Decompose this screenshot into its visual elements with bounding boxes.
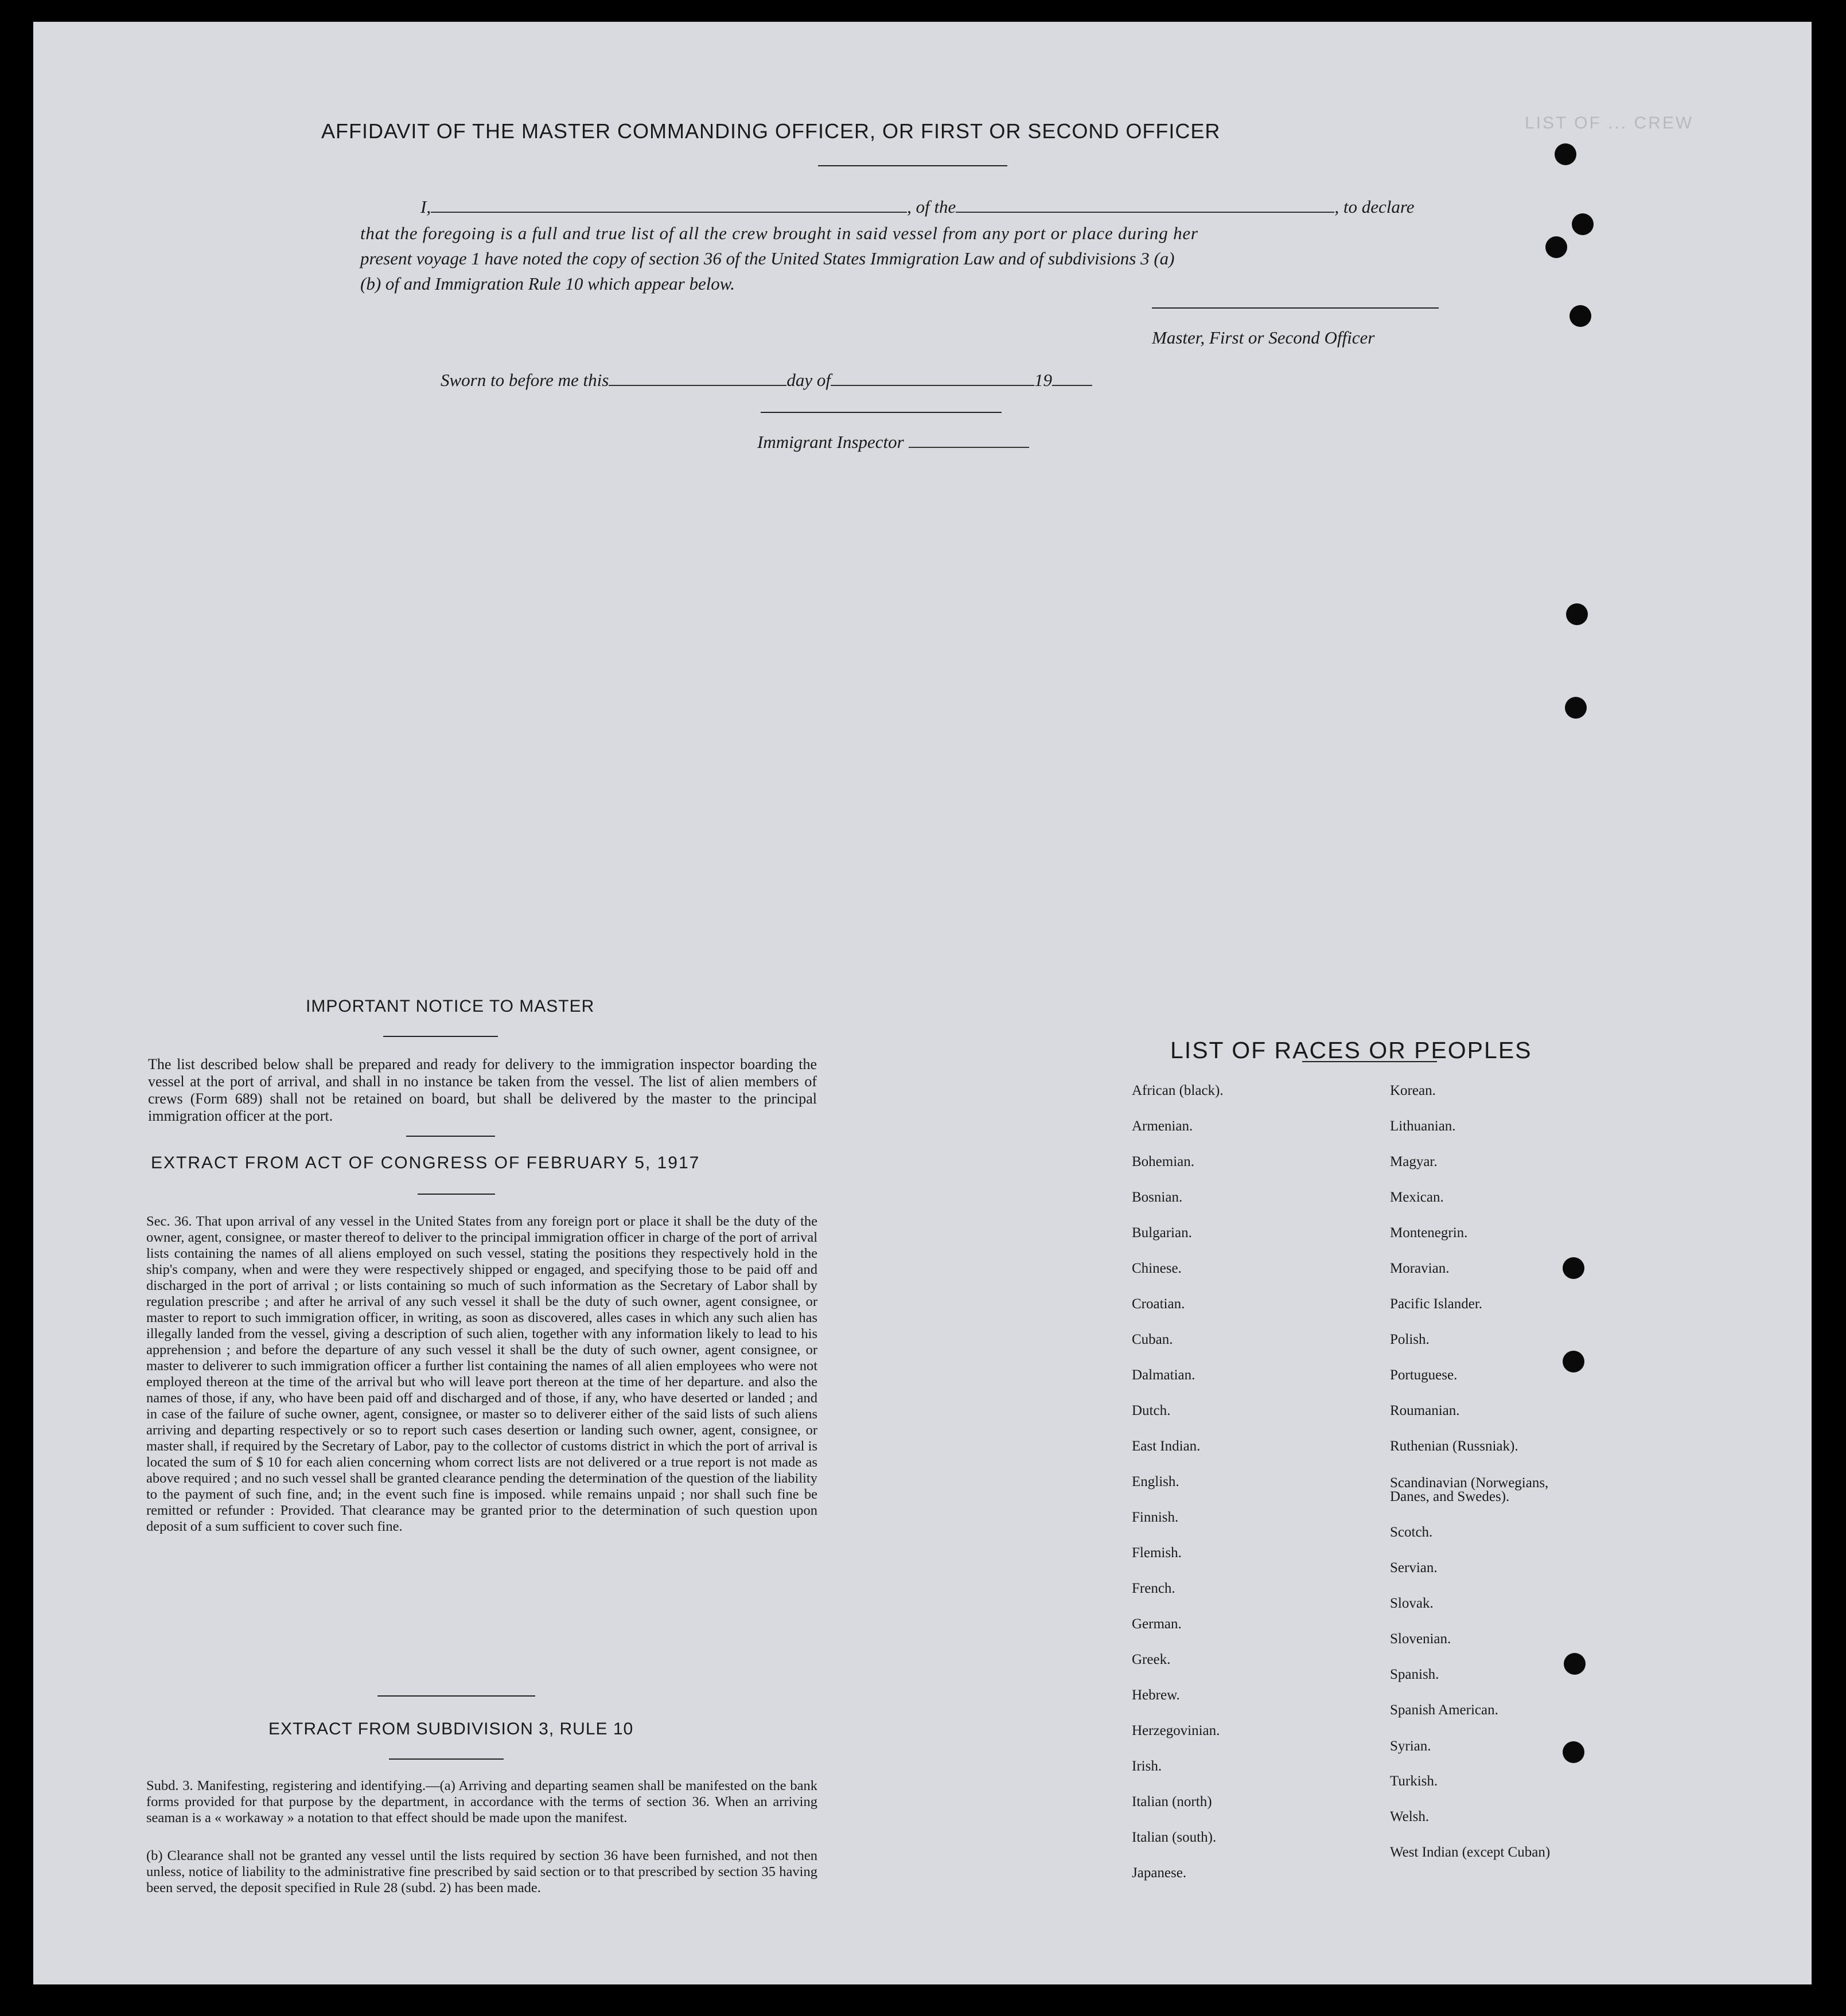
race-item: Turkish. [1390, 1773, 1438, 1789]
race-item: Slovenian. [1390, 1631, 1451, 1647]
declaration-of-the: , of the [907, 197, 956, 217]
race-item: Spanish American. [1390, 1702, 1498, 1718]
declaration-to-declare: , to declare [1334, 197, 1415, 217]
race-item: Irish. [1132, 1758, 1162, 1774]
sworn-day-of: day of [786, 370, 831, 390]
race-item: Lithuanian. [1390, 1118, 1456, 1134]
race-item: Italian (north) [1132, 1794, 1212, 1810]
race-item: Syrian. [1390, 1738, 1431, 1754]
race-item: Moravian. [1390, 1261, 1450, 1276]
affidavit-title: AFFIDAVIT OF THE MASTER COMMANDING OFFICER, OR FIRST OR SECOND OFFICER [321, 119, 1221, 143]
punch-hole [1566, 603, 1588, 625]
race-item: East Indian. [1132, 1438, 1201, 1454]
race-item: Scotch. [1390, 1524, 1433, 1540]
punch-hole [1563, 1351, 1584, 1372]
sworn-day-blank[interactable] [609, 385, 786, 386]
race-item: English. [1132, 1474, 1179, 1489]
race-item: Italian (south). [1132, 1830, 1217, 1845]
race-item: Finnish. [1132, 1510, 1179, 1525]
punch-hole [1563, 1741, 1584, 1763]
race-item: Dalmatian. [1132, 1367, 1195, 1383]
race-item: Herzegovinian. [1132, 1723, 1220, 1738]
race-item: Hebrew. [1132, 1687, 1180, 1703]
punch-hole [1555, 143, 1576, 165]
race-item: Montenegrin. [1390, 1225, 1468, 1241]
race-item: Croatian. [1132, 1296, 1185, 1312]
race-item: Portuguese. [1390, 1367, 1458, 1383]
name-blank[interactable] [431, 212, 907, 213]
race-item: French. [1132, 1581, 1175, 1596]
notice-underline [383, 1036, 498, 1037]
races-underline [1302, 1061, 1437, 1062]
punch-hole [1570, 305, 1591, 327]
punch-hole [1565, 697, 1587, 719]
race-item: Ruthenian (Russniak). [1390, 1438, 1518, 1454]
rule-extract-underline [389, 1758, 504, 1760]
bleed-through-text: LIST OF ... CREW [1525, 114, 1694, 132]
act-extract-underline [418, 1194, 495, 1195]
punch-hole [1563, 1257, 1584, 1279]
race-item: African (black). [1132, 1083, 1224, 1098]
punch-hole [1545, 236, 1567, 258]
race-item: Armenian. [1132, 1118, 1193, 1134]
inspector-blank[interactable] [909, 447, 1029, 448]
race-item: Flemish. [1132, 1545, 1182, 1561]
race-item: Roumanian. [1390, 1403, 1460, 1418]
act-extract-divider [377, 1695, 535, 1697]
act-extract-title: EXTRACT FROM ACT OF CONGRESS OF FEBRUARY 5, 1917 [151, 1153, 700, 1172]
signature-caption: Master, First or Second Officer [1152, 327, 1375, 348]
race-item: Pacific Islander. [1390, 1296, 1483, 1312]
rule-extract-text-b: (b) Clearance shall not be granted any vessel until the lists required by section 36 have been furnished, and not then unless, notice of liability to the administrative fine prescribed by said section or to that prescribed by section 35 having been served, the deposit specified in Rule 28 (subd. 2) has been made. [146, 1848, 817, 1896]
race-item: Danes, and Swedes). [1390, 1489, 1510, 1504]
declaration-line-3: present voyage 1 have noted the copy of section 36 of the United States Immigration Law and of subdivisions 3 (a) [360, 248, 1175, 268]
race-item: Chinese. [1132, 1261, 1182, 1276]
vessel-blank[interactable] [956, 212, 1334, 213]
declaration-line-4: (b) of and Immigration Rule 10 which appear below. [360, 274, 735, 294]
rule-extract-text-a: Subd. 3. Manifesting, registering and identifying.—(a) Arriving and departing seamen shall be manifested on the bank forms provided for that purpose by the department, in accordance with the terms of section 36. When an arriving seaman is a « workaway » a notation to that effect should be made upon the manifest. [146, 1778, 817, 1826]
race-item: Slovak. [1390, 1596, 1434, 1611]
act-extract-text: Sec. 36. That upon arrival of any vessel in the United States from any foreign port or place it shall be the duty of the owner, agent, consignee, or master thereof to deliver to the principal immigration officer in charge of the port of arrival lists containing the names of all aliens employed on such vessel, stating the positions they respectively hold in the ship's company, when and were they were respectively shipped or engaged, and specifying those to be paid off and discharged in the port of arrival ; or lists containing so much of such information as the Secretary of Labor shall by regulation prescribe ; and after he arrival of any such vessel it shall be the duty of such owner, agent consignee, or master to report to such immigration officer, in writing, as soon as discovered, alles cases in which any such alien has illegally landed from the vessel, giving a description of such alien, together with any information likely to lead to his apprehension ; and before the departure of any such vessel it shall be the duty of such owner, agent consignee, or master to deliverer to such immigration officer a further list containing the names of all alien employees who were not employed thereon at the time of the arrival but who will leave port thereon at the time of her departure. and also the names of those, if any, who have been paid off and discharged and of those, if any, who have deserted or landed ; and in case of the failure of suche owner, agent, consignee, or master so to deliverer either of the said lists of such aliens arriving and departing respectively or so to report such cases desertion or landing such owner, agent, consignee, or master shall, if required by the Secretary of Labor, pay to the collector of customs district in which the port of arrival is located the sum of $ 10 for each alien concerning whom correct lists are not delivered or a true report is not made as above required ; and no such vessel shall be granted clearance pending the determination of the question of the liability to the payment of such fine, and; in the event such fine is imposed. while remains unpaid ; nor shall such fine be remitted or refunder : Provided. That clearance may be granted prior to the determination of such question upon deposit of a sum sufficient to cover such fine. [146, 1214, 817, 1534]
race-item: Dutch. [1132, 1403, 1171, 1418]
race-item: Mexican. [1390, 1190, 1444, 1205]
races-title: LIST OF RACES OR PEOPLES [1170, 1037, 1532, 1063]
declaration-line-1 [420, 194, 1415, 220]
race-item: Greek. [1132, 1652, 1171, 1667]
inspector-caption: Immigrant Inspector [757, 432, 904, 452]
inspector-rule [761, 412, 1002, 413]
sworn-year-blank[interactable] [1052, 385, 1092, 386]
race-item: Scandinavian (Norwegians, [1390, 1475, 1549, 1491]
declaration-i: I, [420, 197, 431, 217]
document-page [33, 22, 1812, 1984]
sworn-line [441, 367, 1092, 393]
sworn-prefix: Sworn to before me this [441, 370, 609, 390]
rule-extract-title: EXTRACT FROM SUBDIVISION 3, RULE 10 [268, 1719, 634, 1738]
race-item: Cuban. [1132, 1332, 1173, 1347]
race-item: Bulgarian. [1132, 1225, 1192, 1241]
notice-divider [406, 1136, 495, 1137]
notice-title: IMPORTANT NOTICE TO MASTER [306, 997, 595, 1016]
sworn-month-blank[interactable] [831, 385, 1034, 386]
race-item: Spanish. [1390, 1667, 1439, 1682]
declaration-line-2: that the foregoing is a full and true list of all the crew brought in said vessel from any port or place during her [360, 223, 1198, 243]
title-underline [818, 165, 1007, 166]
race-item: Bosnian. [1132, 1190, 1183, 1205]
race-item: Japanese. [1132, 1865, 1187, 1881]
race-item: German. [1132, 1616, 1182, 1632]
punch-hole [1564, 1653, 1586, 1675]
race-item: Korean. [1390, 1083, 1436, 1098]
sworn-year: 19 [1034, 370, 1052, 390]
race-item: Magyar. [1390, 1154, 1438, 1169]
inspector-line [757, 429, 1029, 455]
race-item: West Indian (except Cuban) [1390, 1845, 1551, 1860]
race-item: Bohemian. [1132, 1154, 1195, 1169]
race-item: Polish. [1390, 1332, 1430, 1347]
punch-hole [1572, 213, 1594, 235]
signature-line[interactable] [1152, 307, 1439, 309]
race-item: Welsh. [1390, 1809, 1430, 1824]
race-item: Servian. [1390, 1560, 1438, 1576]
notice-text: The list described below shall be prepared and ready for delivery to the immigration inspector boarding the vessel at the port of arrival, and shall in no instance be taken from the vessel. The list of alien members of crews (Form 689) shall not be retained on board, but shall be delivered by the master to the principal immigration officer at the port. [148, 1056, 817, 1124]
